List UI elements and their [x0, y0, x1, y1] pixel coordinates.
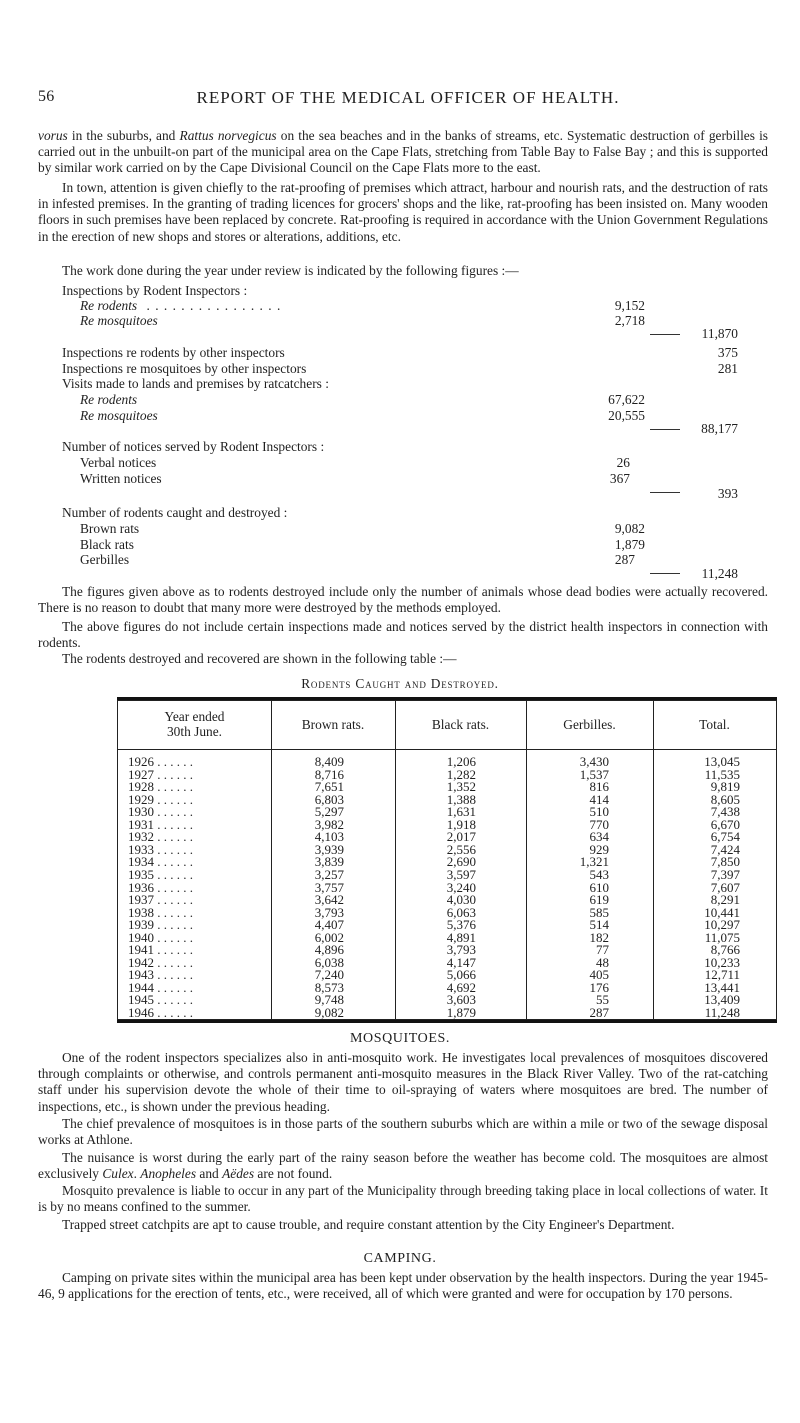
cell-total: 11,535 — [704, 766, 740, 782]
table-caption: Rodents Caught and Destroyed. — [301, 676, 499, 691]
figures-group-1-title: Inspections by Rodent Inspectors : — [62, 283, 248, 298]
cell-total: 6,754 — [710, 829, 740, 845]
leader-dots: . . . . . . . . . . . . . . . . — [146, 298, 282, 313]
cell-gerbilles: 514 — [589, 917, 609, 933]
cell-gerbilles: 619 — [589, 892, 609, 908]
cell-total: 10,233 — [704, 954, 740, 970]
figures-g6-b-label: Black rats — [80, 537, 134, 552]
cell-year: 1928 . . . . . . — [128, 779, 193, 795]
cell-year: 1946 . . . . . . — [128, 1005, 193, 1020]
g4-b-text: Re mosquitoes — [80, 408, 158, 423]
cell-total: 10,441 — [704, 904, 740, 920]
mosq-p3-a: The nuisance is worst during the early part of the rainy season before the weather has become cold. The mosquitoes are almost exclusively — [38, 1150, 768, 1182]
figures-g1-a-value: 9,152 — [614, 298, 645, 313]
cell-brown-rats: 3,257 — [314, 866, 344, 882]
cell-gerbilles: 610 — [589, 879, 609, 895]
mosquitoes-paragraph-3 — [38, 1150, 768, 1182]
cell-black-rats: 1,388 — [446, 791, 476, 807]
cell-brown-rats: 8,573 — [314, 979, 344, 995]
cell-total: 8,291 — [710, 892, 740, 908]
header-year-line-1: Year ended — [164, 709, 225, 724]
figures-i2-value: 375 — [717, 345, 738, 360]
table-row — [118, 755, 776, 768]
species-culex: Culex — [102, 1166, 134, 1182]
table-row — [118, 805, 776, 818]
table-row — [118, 968, 776, 981]
cell-brown-rats: 6,002 — [314, 929, 344, 945]
cell-gerbilles: 176 — [589, 979, 609, 995]
mosquitoes-paragraph-1: One of the rodent inspectors specializes also in anti-mosquito work. He investigates local prevalences of mosquitoes discovered through complaints or otherwise, and controls permanent anti-mosquito measures in the Black River Valley. Two of the rat-catching staff under his supervision devote the whole of their time to oil-spraying of waters where mosquitoes are bred. The number of inspections, etc., is shown under the previous heading. — [38, 1050, 768, 1114]
cell-black-rats: 2,690 — [446, 854, 476, 870]
mosquitoes-paragraph-4: Mosquito prevalence is liable to occur in any part of the Municipality through breeding taking place in local collections of water. It is by no means confined to the summer. — [38, 1183, 768, 1215]
mosquitoes-paragraph-5: Trapped street catchpits are apt to cause trouble, and require constant attention by the City Engineer's Department. — [62, 1217, 675, 1232]
camping-paragraph-1: Camping on private sites within the municipal area has been kept under observation by the health inspectors. During the year 1945-46, 9 applications for the erection of tents, etc., were received, all of which were granted and were for occupation by 170 persons. — [38, 1270, 768, 1302]
cell-brown-rats: 4,103 — [314, 829, 344, 845]
cell-total: 11,248 — [704, 1005, 740, 1020]
cell-year: 1941 . . . . . . — [128, 942, 193, 958]
page-header — [38, 88, 778, 108]
subtotal-rule — [650, 492, 680, 493]
mosq-p3-e: and — [196, 1166, 223, 1182]
table-bottom-rule — [117, 1020, 777, 1023]
cell-brown-rats: 3,839 — [314, 854, 344, 870]
header-rule — [118, 749, 776, 750]
cell-black-rats: 3,603 — [446, 992, 476, 1008]
cell-gerbilles: 1,537 — [579, 766, 609, 782]
cell-total: 7,424 — [710, 841, 740, 857]
species-name-2: Rattus norvegicus — [179, 128, 277, 143]
cell-year: 1936 . . . . . . — [128, 879, 193, 895]
cell-year: 1935 . . . . . . — [128, 866, 193, 882]
cell-total: 6,670 — [710, 816, 740, 832]
cell-black-rats: 1,631 — [446, 804, 476, 820]
figures-g6-c-value: 287 — [614, 552, 635, 567]
cell-brown-rats: 3,982 — [314, 816, 344, 832]
cell-black-rats: 1,879 — [446, 1005, 476, 1020]
subtotal-rule — [650, 573, 680, 574]
cell-brown-rats: 3,793 — [314, 904, 344, 920]
figures-g1-b-value: 2,718 — [614, 313, 645, 328]
figures-group-5-title: Number of notices served by Rodent Inspectors : — [62, 439, 325, 454]
cell-gerbilles: 634 — [589, 829, 609, 845]
cell-year: 1938 . . . . . . — [128, 904, 193, 920]
cell-black-rats: 3,793 — [446, 942, 476, 958]
table-row — [118, 780, 776, 793]
figures-g6-c-label: Gerbilles — [80, 552, 130, 567]
cell-year: 1929 . . . . . . — [128, 791, 193, 807]
cell-black-rats: 1,206 — [446, 754, 476, 769]
cell-black-rats: 5,066 — [446, 967, 476, 983]
figures-group-6-title: Number of rodents caught and destroyed : — [62, 505, 288, 520]
cell-brown-rats: 3,757 — [314, 879, 344, 895]
cell-gerbilles: 585 — [589, 904, 609, 920]
page-title: REPORT OF THE MEDICAL OFFICER OF HEALTH. — [196, 88, 620, 107]
cell-gerbilles: 55 — [596, 992, 609, 1008]
table-row — [118, 918, 776, 931]
figures-g5-a-label: Verbal notices — [80, 455, 157, 470]
cell-black-rats: 2,556 — [446, 841, 476, 857]
cell-black-rats: 3,597 — [446, 866, 476, 882]
cell-gerbilles: 77 — [596, 942, 609, 958]
cell-gerbilles: 510 — [589, 804, 609, 820]
cell-year: 1943 . . . . . . — [128, 967, 193, 983]
cell-gerbilles: 405 — [589, 967, 609, 983]
cell-year: 1930 . . . . . . — [128, 804, 193, 820]
mosq-p3-g: are not found. — [254, 1166, 333, 1182]
intro-paragraph-1 — [38, 128, 768, 177]
cell-black-rats: 6,063 — [446, 904, 476, 920]
notes-paragraph-1: The figures given above as to rodents destroyed include only the number of animals whose dead bodies were actually recovered. There is no reason to doubt that many more were destroyed by the methods employed. — [38, 584, 768, 616]
figures-g5-total: 393 — [717, 486, 738, 501]
cell-year: 1945 . . . . . . — [128, 992, 193, 1008]
figures-g1-b-label — [80, 313, 158, 329]
cell-brown-rats: 9,082 — [314, 1005, 344, 1020]
cell-black-rats: 4,891 — [446, 929, 476, 945]
figures-g4-b-value: 20,555 — [608, 408, 645, 423]
intro-paragraph-3: The work done during the year under review is indicated by the following figures :— — [62, 263, 519, 278]
cell-brown-rats: 8,409 — [314, 754, 344, 769]
section-heading-mosquitoes: MOSQUITOES. — [349, 1031, 451, 1046]
cell-black-rats: 1,352 — [446, 779, 476, 795]
intro-paragraph-2: In town, attention is given chiefly to the rat-proofing of premises which attract, harbour and nourish rats, and the destruction of rats in infested premises. In the granting of trading licences for grocers' shops and the like, rat-proofing has been insisted on. Many wooden floors in such premises have been replaced by concrete. Rat-proofing is required in accordance with the Union Government Regulations in the erection of new shops and stores or alterations, additions, etc. — [38, 180, 768, 244]
figures-g5-a-value: 26 — [616, 455, 630, 470]
cell-black-rats: 4,147 — [446, 954, 476, 970]
figures-g6-b-value: 1,879 — [614, 537, 645, 552]
cell-gerbilles: 414 — [589, 791, 609, 807]
figures-g5-b-label: Written notices — [80, 471, 162, 486]
cell-total: 7,438 — [710, 804, 740, 820]
cell-total: 13,045 — [704, 754, 740, 769]
cell-brown-rats: 3,642 — [314, 892, 344, 908]
cell-gerbilles: 182 — [589, 929, 609, 945]
cell-total: 13,441 — [704, 979, 740, 995]
intro-text-1b: in the suburbs, and — [67, 128, 180, 143]
cell-year: 1932 . . . . . . — [128, 829, 193, 845]
mosq-p3-c: . — [133, 1166, 141, 1182]
g1-b-text: Re mosquitoes — [80, 313, 158, 328]
cell-black-rats: 1,918 — [446, 816, 476, 832]
figures-i3-value: 281 — [717, 361, 738, 376]
cell-total: 11,075 — [704, 929, 740, 945]
table-row — [118, 1006, 776, 1019]
cell-year: 1934 . . . . . . — [128, 854, 193, 870]
cell-gerbilles: 543 — [589, 866, 609, 882]
cell-black-rats: 5,376 — [446, 917, 476, 933]
notes-paragraph-2: The above figures do not include certain inspections made and notices served by the district health inspectors in connection with rodents. — [38, 619, 768, 651]
cell-gerbilles: 48 — [596, 954, 609, 970]
cell-total: 7,850 — [710, 854, 740, 870]
notes-paragraph-3: The rodents destroyed and recovered are shown in the following table :— — [62, 651, 457, 666]
mosquitoes-paragraph-2: The chief prevalence of mosquitoes is in those parts of the southern suburbs which are within a mile or two of the sewage disposal works at Athlone. — [38, 1116, 768, 1148]
cell-year: 1933 . . . . . . — [128, 841, 193, 857]
cell-total: 7,397 — [710, 866, 740, 882]
header-total: Total. — [699, 717, 730, 732]
cell-black-rats: 4,692 — [446, 979, 476, 995]
figures-g6-a-label: Brown rats — [80, 521, 140, 536]
figures-i3-label: Inspections re mosquitoes by other inspectors — [62, 361, 307, 376]
figures-g5-b-value: 367 — [609, 471, 630, 486]
species-aedes: Aëdes — [222, 1166, 255, 1182]
header-year — [118, 709, 271, 739]
cell-brown-rats: 6,038 — [314, 954, 344, 970]
header-black-rats: Black rats. — [431, 717, 490, 732]
cell-year: 1944 . . . . . . — [128, 979, 193, 995]
cell-total: 9,819 — [710, 779, 740, 795]
intro-text-1d: on the sea beaches and in the banks of streams, etc. Systematic — [276, 128, 626, 143]
cell-year: 1937 . . . . . . — [128, 892, 193, 908]
cell-total: 10,297 — [704, 917, 740, 933]
figures-g4-total: 88,177 — [701, 421, 738, 436]
cell-brown-rats: 8,716 — [314, 766, 344, 782]
subtotal-rule — [650, 429, 680, 430]
cell-brown-rats: 4,407 — [314, 917, 344, 933]
cell-total: 8,766 — [710, 942, 740, 958]
figures-g6-total: 11,248 — [701, 566, 738, 581]
table-row — [118, 943, 776, 956]
cell-year: 1926 . . . . . . — [128, 754, 193, 769]
figures-g4-a-value: 67,622 — [608, 392, 645, 407]
table-row — [118, 830, 776, 843]
rodents-table — [117, 700, 777, 1020]
figures-g4-a-label — [80, 392, 137, 408]
cell-brown-rats: 5,297 — [314, 804, 344, 820]
intro-text-1-rest: destruction of gerbilles is carried out in the unbuilt-on part of the municipal area on the Cape Flats, stretching from Table Bay to False Bay ; and this is supported by similar work carried on by the Cape Divisional Council on the Cape Flats more to the east. — [38, 128, 769, 176]
cell-year: 1942 . . . . . . — [128, 954, 193, 970]
cell-brown-rats: 7,240 — [314, 967, 344, 983]
cell-year: 1940 . . . . . . — [128, 929, 193, 945]
cell-black-rats: 1,282 — [446, 766, 476, 782]
cell-brown-rats: 7,651 — [314, 779, 344, 795]
table-row — [118, 868, 776, 881]
subtotal-rule — [650, 334, 680, 335]
g1-a-text: Re rodents — [80, 298, 138, 313]
figures-g4-b-label — [80, 408, 158, 424]
table-row — [118, 893, 776, 906]
figures-g1-total: 11,870 — [701, 326, 738, 341]
header-brown-rats: Brown rats. — [301, 717, 365, 732]
table-top-rule — [117, 697, 777, 700]
cell-black-rats: 4,030 — [446, 892, 476, 908]
cell-gerbilles: 3,430 — [579, 754, 609, 769]
cell-black-rats: 3,240 — [446, 879, 476, 895]
figures-g1-a-label — [80, 298, 281, 314]
figures-g6-a-value: 9,082 — [614, 521, 645, 536]
cell-brown-rats: 4,896 — [314, 942, 344, 958]
g4-a-text: Re rodents — [80, 392, 138, 407]
cell-gerbilles: 770 — [589, 816, 609, 832]
cell-total: 8,605 — [710, 791, 740, 807]
cell-gerbilles: 1,321 — [579, 854, 609, 870]
cell-total: 13,409 — [704, 992, 740, 1008]
cell-year: 1927 . . . . . . — [128, 766, 193, 782]
figures-i2-label: Inspections re rodents by other inspectors — [62, 345, 285, 360]
species-name-1: vorus — [38, 128, 68, 143]
cell-brown-rats: 3,939 — [314, 841, 344, 857]
header-gerbilles: Gerbilles. — [563, 717, 616, 732]
figures-group-4-title: Visits made to lands and premises by ratcatchers : — [62, 376, 329, 391]
cell-year: 1939 . . . . . . — [128, 917, 193, 933]
cell-gerbilles: 287 — [589, 1005, 609, 1020]
cell-black-rats: 2,017 — [446, 829, 476, 845]
cell-brown-rats: 6,803 — [314, 791, 344, 807]
cell-year: 1931 . . . . . . — [128, 816, 193, 832]
cell-brown-rats: 9,748 — [314, 992, 344, 1008]
cell-total: 7,607 — [710, 879, 740, 895]
section-heading-camping: CAMPING. — [363, 1251, 437, 1266]
header-year-line-2: 30th June. — [166, 724, 223, 739]
cell-gerbilles: 929 — [589, 841, 609, 857]
species-anopheles: Anopheles — [140, 1166, 197, 1182]
cell-gerbilles: 816 — [589, 779, 609, 795]
cell-total: 12,711 — [704, 967, 740, 983]
page-number: 56 — [38, 88, 55, 105]
